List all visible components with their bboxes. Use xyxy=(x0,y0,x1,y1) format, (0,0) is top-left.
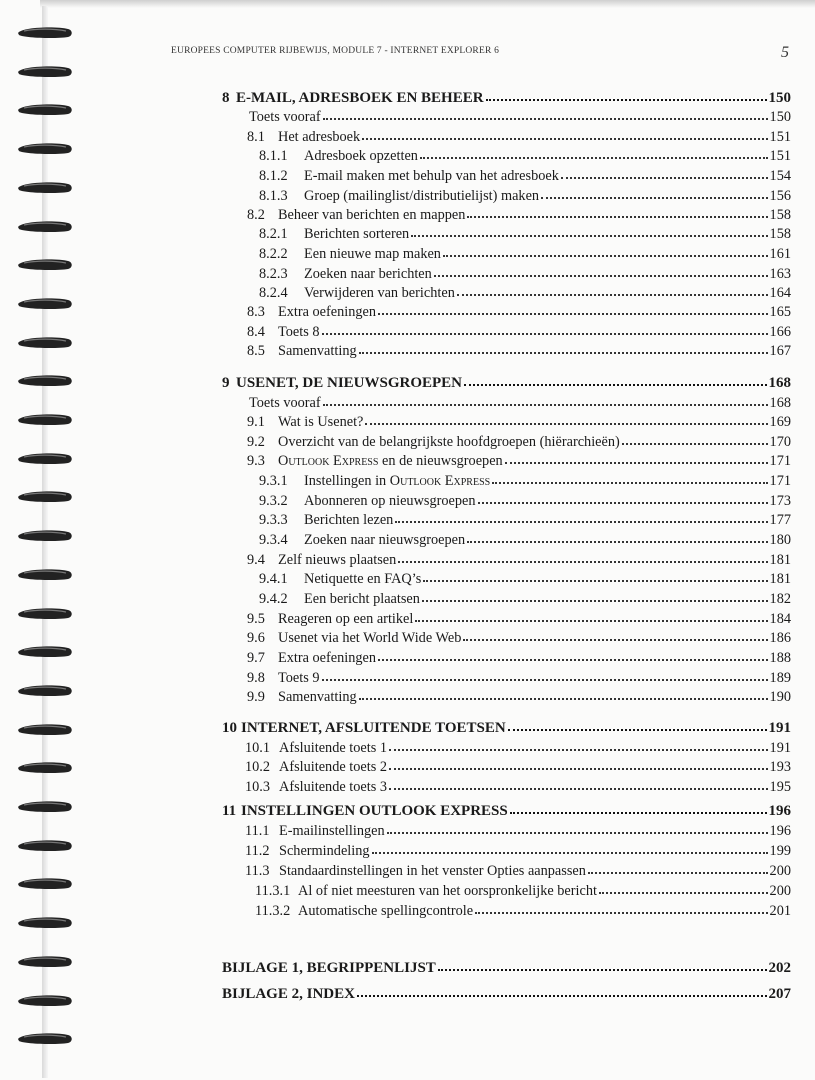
toc-section-number: 10.3 xyxy=(245,779,271,795)
toc-page-number: 151 xyxy=(769,148,791,164)
running-header: EUROPEES COMPUTER RIJBEWIJS, MODULE 7 - INTERNET EXPLORER 6 xyxy=(171,46,500,56)
spiral-coil xyxy=(16,490,74,503)
toc-entry-row xyxy=(247,687,791,707)
toc-page-number: 181 xyxy=(769,571,791,587)
toc-section-number: 8.5 xyxy=(247,343,265,359)
toc-page-number: 168 xyxy=(769,395,791,411)
toc-entry-row xyxy=(245,738,791,758)
spiral-coil xyxy=(16,723,74,736)
page-number: 5 xyxy=(781,44,789,61)
toc-entry-row xyxy=(259,186,791,206)
toc-page-number: 164 xyxy=(769,285,791,301)
spiral-coil xyxy=(16,413,74,426)
toc-dot-leader xyxy=(541,185,767,199)
spiral-coil xyxy=(16,297,74,310)
toc-section-number: 9.9 xyxy=(247,689,265,705)
toc-entry-title: Standaardinstellingen in het venster Opties aanpassen xyxy=(279,863,586,879)
toc-page-number: 186 xyxy=(769,630,791,646)
toc-section-number: 8.2.4 xyxy=(259,285,288,301)
toc-entry-title: Netiquette en FAQ’s xyxy=(304,571,422,587)
toc-page-number: 196 xyxy=(769,823,791,839)
toc-page-number: 193 xyxy=(769,759,791,775)
toc-dot-leader xyxy=(372,840,768,854)
toc-page-number: 199 xyxy=(769,843,791,859)
toc-page-number: 150 xyxy=(769,109,791,125)
toc-entry-row xyxy=(259,264,791,284)
toc-page-number: 190 xyxy=(769,689,791,705)
toc-entry-title: INTERNET, AFSLUITENDE TOETSEN xyxy=(241,720,506,736)
toc-dot-leader xyxy=(323,392,768,406)
toc-section-number: 8.2.2 xyxy=(259,246,288,262)
toc-chapter-row xyxy=(222,958,791,978)
toc-page-number: 201 xyxy=(769,903,791,919)
toc-dot-leader xyxy=(322,667,768,681)
toc-entry-title: Een bericht plaatsen xyxy=(304,591,420,607)
toc-entry-title: Automatische spellingcontrole xyxy=(298,903,474,919)
toc-entry-row xyxy=(259,283,791,303)
toc-dot-leader xyxy=(464,372,766,386)
spiral-binding xyxy=(0,0,80,1080)
toc-entry-title: Adresboek opzetten xyxy=(304,148,418,164)
toc-entry-title: Afsluitende toets 3 xyxy=(279,779,388,795)
toc-page-number: 166 xyxy=(769,324,791,340)
toc-dot-leader xyxy=(492,470,767,484)
toc-section-number: 8 xyxy=(222,90,230,106)
toc-section-number: 8.1.2 xyxy=(259,168,288,184)
toc-dot-leader xyxy=(398,549,767,563)
toc-section-number: 9.1 xyxy=(247,414,265,430)
toc-entry-row xyxy=(247,127,791,147)
toc-entry-title: BIJLAGE 1, BEGRIPPENLIJST xyxy=(222,960,436,976)
toc-section-number: 9.7 xyxy=(247,650,265,666)
toc-page-number: 168 xyxy=(768,375,791,391)
toc-dot-leader xyxy=(463,627,767,641)
toc-entry-row xyxy=(247,341,791,361)
toc-page-number: 180 xyxy=(769,532,791,548)
spiral-coil xyxy=(16,142,74,155)
toc-page-number: 207 xyxy=(768,986,791,1002)
toc-dot-leader xyxy=(467,204,767,218)
toc-section-number: 11.3.1 xyxy=(255,883,291,899)
toc-dot-leader xyxy=(323,106,768,120)
toc-dot-leader xyxy=(389,756,768,770)
toc-dot-leader xyxy=(378,647,768,661)
toc-section-number: 8.1.1 xyxy=(259,148,288,164)
toc-entry-title: Berichten lezen xyxy=(304,512,394,528)
toc-dot-leader xyxy=(395,509,767,523)
toc-dot-leader xyxy=(359,686,768,700)
toc-page-number: 202 xyxy=(768,960,791,976)
toc-entry-title: Verwijderen van berichten xyxy=(304,285,455,301)
toc-dot-leader xyxy=(389,737,768,751)
toc-page-number: 158 xyxy=(769,226,791,242)
toc-entry-title: Toets vooraf xyxy=(249,109,321,125)
toc-dot-leader xyxy=(438,957,767,971)
toc-entry-title: E-mail maken met behulp van het adresboek xyxy=(304,168,559,184)
toc-entry-row xyxy=(245,861,791,881)
toc-page-number: 188 xyxy=(769,650,791,666)
toc-page-number: 196 xyxy=(768,803,791,819)
spiral-coil xyxy=(16,452,74,465)
toc-section-number: 9.6 xyxy=(247,630,265,646)
toc-page-number: 191 xyxy=(769,740,791,756)
toc-entry-row xyxy=(247,668,791,688)
toc-entry-row xyxy=(247,628,791,648)
toc-section-number: 9.4.1 xyxy=(259,571,288,587)
toc-page-number: 173 xyxy=(769,493,791,509)
toc-dot-leader xyxy=(322,321,768,335)
spiral-coil xyxy=(16,607,74,620)
toc-entry-row xyxy=(259,510,791,530)
toc-entry-title: E-MAIL, ADRESBOEK EN BEHEER xyxy=(236,90,484,106)
toc-entry-row xyxy=(247,322,791,342)
toc-page-number: 156 xyxy=(769,188,791,204)
toc-page-number: 200 xyxy=(769,863,791,879)
toc-dot-leader xyxy=(486,87,767,101)
toc-page-number: 165 xyxy=(769,304,791,320)
toc-entry-row xyxy=(247,648,791,668)
toc-section-number: 8.1 xyxy=(247,129,265,145)
toc-page-number: 163 xyxy=(769,266,791,282)
toc-entry-title: Usenet via het World Wide Web xyxy=(278,630,462,646)
toc-section-number: 9.4.2 xyxy=(259,591,288,607)
toc-entry-title: Samenvatting xyxy=(278,343,357,359)
toc-section-number: 9.4 xyxy=(247,552,265,568)
toc-page-number: 171 xyxy=(769,473,791,489)
toc-entry-row xyxy=(247,205,791,225)
toc-section-number: 10.1 xyxy=(245,740,271,756)
toc-dot-leader xyxy=(457,282,768,296)
toc-section-number: 9 xyxy=(222,375,230,391)
toc-entry-row xyxy=(247,412,791,432)
toc-entry-title: Een nieuwe map maken xyxy=(304,246,441,262)
toc-page-number: 167 xyxy=(769,343,791,359)
toc-dot-leader xyxy=(588,860,768,874)
toc-dot-leader xyxy=(467,529,767,543)
toc-dot-leader xyxy=(365,411,767,425)
toc-entry-row xyxy=(259,244,791,264)
toc-entry-title: Het adresboek xyxy=(278,129,361,145)
spiral-coil xyxy=(16,761,74,774)
toc-chapter-row xyxy=(222,88,791,108)
toc-entry-title: Zoeken naar berichten xyxy=(304,266,432,282)
toc-entry-row xyxy=(245,841,791,861)
toc-entry-title: Zoeken naar nieuwsgroepen xyxy=(304,532,466,548)
toc-dot-leader xyxy=(420,145,768,159)
spiral-coil xyxy=(16,994,74,1007)
spiral-coil xyxy=(16,220,74,233)
toc-section-number: 9.8 xyxy=(247,670,265,686)
toc-page-number: 181 xyxy=(769,552,791,568)
toc-entry-title: Wat is Usenet? xyxy=(278,414,364,430)
toc-entry-row xyxy=(247,550,791,570)
toc-entry-title: Toets 8 xyxy=(278,324,320,340)
toc-page-number: 177 xyxy=(769,512,791,528)
toc-page-number: 195 xyxy=(769,779,791,795)
toc-page-number: 189 xyxy=(769,670,791,686)
toc-section-number: 11.3.2 xyxy=(255,903,291,919)
toc-dot-leader xyxy=(415,608,767,622)
toc-dot-leader xyxy=(478,490,768,504)
toc-entry-title: Zelf nieuws plaatsen xyxy=(278,552,397,568)
toc-entry-row xyxy=(249,393,791,413)
toc-section-number: 11.3 xyxy=(245,863,270,879)
toc-entry-row xyxy=(259,569,791,589)
spiral-coil xyxy=(16,1032,74,1045)
toc-entry-row xyxy=(245,757,791,777)
toc-dot-leader xyxy=(475,900,767,914)
spiral-coil xyxy=(16,645,74,658)
spiral-coil xyxy=(16,336,74,349)
toc-page-number: 150 xyxy=(768,90,791,106)
toc-page-number: 154 xyxy=(769,168,791,184)
toc-dot-leader xyxy=(387,820,768,834)
toc-entry-title: Afsluitende toets 1 xyxy=(279,740,388,756)
toc-dot-leader xyxy=(357,983,767,997)
toc-entry-title: INSTELLINGEN OUTLOOK EXPRESS xyxy=(241,803,508,819)
toc-section-number: 9.5 xyxy=(247,611,265,627)
toc-entry-row xyxy=(259,146,791,166)
toc-page-number: 171 xyxy=(769,453,791,469)
spiral-coil xyxy=(16,955,74,968)
spiral-coil xyxy=(16,568,74,581)
toc-entry-row xyxy=(247,609,791,629)
page-top-shadow xyxy=(40,0,815,8)
toc-page-number: 170 xyxy=(769,434,791,450)
toc-section-number: 11 xyxy=(222,803,237,819)
spiral-coil xyxy=(16,839,74,852)
toc-chapter-row xyxy=(222,718,791,738)
toc-chapter-row xyxy=(222,373,791,393)
toc-entry-title: Beheer van berichten en mappen xyxy=(278,207,466,223)
toc-dot-leader xyxy=(389,776,768,790)
spiral-coil xyxy=(16,103,74,116)
toc-section-number: 11.2 xyxy=(245,843,270,859)
spiral-coil xyxy=(16,529,74,542)
toc-chapter-row xyxy=(222,984,791,1004)
toc-entry-title: Berichten sorteren xyxy=(304,226,410,242)
toc-entry-row xyxy=(259,166,791,186)
toc-entry-row xyxy=(247,451,791,471)
toc-entry-title: Abonneren op nieuwsgroepen xyxy=(304,493,476,509)
toc-entry-title: Toets vooraf xyxy=(249,395,321,411)
toc-entry-row xyxy=(245,821,791,841)
toc-entry-row xyxy=(259,491,791,511)
toc-page-number: 151 xyxy=(769,129,791,145)
toc-section-number: 11.1 xyxy=(245,823,270,839)
toc-entry-title: Outlook Express en de nieuwsgroepen xyxy=(278,453,503,469)
toc-page-number: 200 xyxy=(769,883,791,899)
toc-section-number: 9.3.4 xyxy=(259,532,288,548)
toc-dot-leader xyxy=(508,717,767,731)
toc-entry-row xyxy=(259,224,791,244)
toc-entry-row xyxy=(259,471,791,491)
toc-page-number: 191 xyxy=(768,720,791,736)
spiral-coil xyxy=(16,258,74,271)
toc-entry-title: BIJLAGE 2, INDEX xyxy=(222,986,355,1002)
toc-entry-title: Overzicht van de belangrijkste hoofdgroepen (hiërarchieën) xyxy=(278,434,620,450)
toc-entry-title: Extra oefeningen xyxy=(278,304,377,320)
toc-dot-leader xyxy=(510,800,767,814)
toc-section-number: 8.3 xyxy=(247,304,265,320)
toc-page-number: 169 xyxy=(769,414,791,430)
toc-section-number: 8.2.1 xyxy=(259,226,288,242)
toc-page-number: 184 xyxy=(769,611,791,627)
toc-entry-row xyxy=(247,432,791,452)
toc-dot-leader xyxy=(561,165,768,179)
toc-dot-leader xyxy=(434,263,768,277)
toc-dot-leader xyxy=(359,340,768,354)
spiral-coil xyxy=(16,374,74,387)
spiral-coil xyxy=(16,181,74,194)
toc-entry-title: Reageren op een artikel xyxy=(278,611,414,627)
spiral-coil xyxy=(16,916,74,929)
toc-entry-title: Toets 9 xyxy=(278,670,320,686)
toc-dot-leader xyxy=(362,126,767,140)
toc-entry-row xyxy=(259,589,791,609)
toc-section-number: 8.4 xyxy=(247,324,265,340)
toc-section-number: 9.3.2 xyxy=(259,493,288,509)
toc-section-number: 8.2 xyxy=(247,207,265,223)
toc-dot-leader xyxy=(443,243,768,257)
toc-section-number: 8.1.3 xyxy=(259,188,288,204)
spiral-coil xyxy=(16,877,74,890)
toc-entry-title: Groep (mailinglist/distributielijst) maken xyxy=(304,188,540,204)
toc-page-number: 182 xyxy=(769,591,791,607)
toc-dot-leader xyxy=(599,880,768,894)
toc-entry-title: Extra oefeningen xyxy=(278,650,377,666)
toc-entry-row xyxy=(249,107,791,127)
toc-section-number: 8.2.3 xyxy=(259,266,288,282)
toc-dot-leader xyxy=(378,301,768,315)
toc-section-number: 9.3.1 xyxy=(259,473,288,489)
toc-entry-row xyxy=(247,302,791,322)
toc-entry-title: Instellingen in Outlook Express xyxy=(304,473,491,489)
toc-entry-title: Schermindeling xyxy=(279,843,370,859)
toc-entry-title: Afsluitende toets 2 xyxy=(279,759,388,775)
spiral-coil xyxy=(16,684,74,697)
toc-dot-leader xyxy=(423,568,767,582)
toc-entry-row xyxy=(259,530,791,550)
toc-section-number: 9.3 xyxy=(247,453,265,469)
toc-section-number: 9.2 xyxy=(247,434,265,450)
toc-section-number: 10 xyxy=(222,720,237,736)
toc-entry-title: Al of niet meesturen van het oorspronkelijke bericht xyxy=(298,883,597,899)
toc-chapter-row xyxy=(222,801,791,821)
toc-page-number: 158 xyxy=(769,207,791,223)
toc-entry-row xyxy=(255,881,791,901)
toc-dot-leader xyxy=(505,450,768,464)
toc-entry-row xyxy=(255,901,791,921)
toc-dot-leader xyxy=(422,588,768,602)
toc-page-number: 161 xyxy=(769,246,791,262)
toc-section-number: 10.2 xyxy=(245,759,271,775)
spiral-coil xyxy=(16,26,74,39)
toc-dot-leader xyxy=(411,223,767,237)
toc-entry-title: E-mailinstellingen xyxy=(279,823,385,839)
toc-entry-row xyxy=(245,777,791,797)
toc-entry-title: Samenvatting xyxy=(278,689,357,705)
toc-dot-leader xyxy=(622,431,768,445)
toc-entry-title: USENET, DE NIEUWSGROEPEN xyxy=(236,375,463,391)
spiral-coil xyxy=(16,65,74,78)
spiral-coil xyxy=(16,800,74,813)
toc-section-number: 9.3.3 xyxy=(259,512,288,528)
